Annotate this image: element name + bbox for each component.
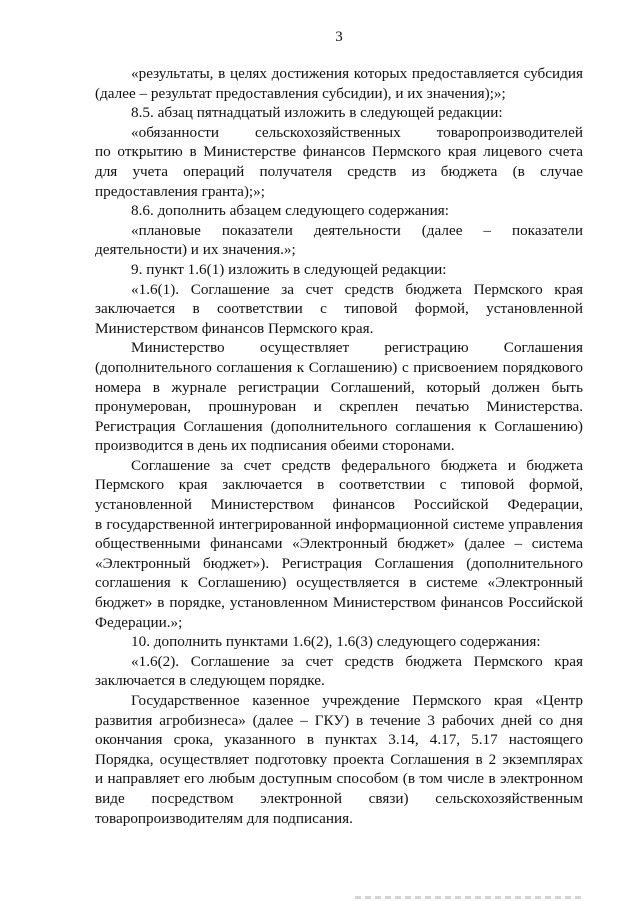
text-line: «Электронный бюджет»). Регистрация Соглашения (дополнительного (95, 554, 583, 572)
text-line: Регистрация Соглашения (дополнительного соглашения к Соглашению) (95, 417, 583, 435)
text-line: «плановые показатели деятельности (далее – показатели (131, 221, 583, 239)
text-line: Государственное казенное учреждение Пермского края «Центр (131, 692, 583, 709)
document-body (95, 64, 583, 828)
text-line: общественными финансами «Электронный бюджет» (далее – система (95, 535, 583, 553)
text-line: 8.6. дополнить абзацем следующего содержания: (131, 202, 449, 220)
text-line: (дополнительного соглашения к Соглашению) с присвоением порядкового (95, 358, 583, 376)
text-line: заключается в следующем порядке. (95, 672, 325, 690)
text-line: Пермского края заключается в соответствии с типовой формой, (95, 476, 583, 494)
text-line: «обязанности сельскохозяйственных товаропроизводителей (131, 123, 583, 141)
text-line: «1.6(1). Соглашение за счет средств бюджета Пермского края (131, 280, 583, 298)
text-line: производится в день их подписания обеими сторонами. (95, 437, 455, 455)
text-line: окончания срока, указанного в пунктах 3.14, 4.17, 5.17 настоящего (95, 731, 583, 749)
text-line: по открытию в Министерстве финансов Пермского края лицевого счета (95, 143, 583, 161)
text-line: Министерство осуществляет регистрацию Соглашения (131, 339, 583, 357)
text-line: товаропроизводителям для подписания. (95, 809, 353, 827)
text-line: для учета операций получателя средств из бюджета (в случае (95, 162, 583, 180)
page-number: 3 (335, 29, 343, 45)
text-line: (далее – результат предоставления субсидии), и их значения);»; (95, 84, 506, 102)
text-line: 9. пункт 1.6(1) изложить в следующей редакции: (131, 260, 447, 278)
text-line: соглашения к Соглашению) осуществляется в системе «Электронный (95, 574, 583, 592)
text-line: Соглашение за счет средств федерального бюджета и бюджета (131, 456, 583, 474)
text-line: «результаты, в целях достижения которых предоставляется субсидия (131, 65, 583, 82)
text-line: деятельности) и их значения.»; (95, 241, 296, 259)
text-line: развития агробизнеса» (далее – ГКУ) в течение 3 рабочих дней со дня (95, 711, 583, 729)
scan-artifact (355, 896, 585, 899)
text-line: бюджет» в порядке, установленном Министерством финансов Российской (95, 594, 583, 612)
text-line: Министерством финансов Пермского края. (95, 319, 374, 337)
text-line: Порядка, осуществляет подготовку проекта Соглашения в 2 экземплярах (95, 750, 583, 768)
text-line: 8.5. абзац пятнадцатый изложить в следующей редакции: (131, 104, 503, 122)
text-line: виде посредством электронной связи) сельскохозяйственным (95, 789, 583, 807)
text-line: и направляет его любым доступным способом (в том числе в электронном (95, 770, 583, 788)
text-line: номера в журнале регистрации Соглашений, который должен быть (95, 378, 583, 396)
text-line: 10. дополнить пунктами 1.6(2), 1.6(3) следующего содержания: (131, 633, 541, 651)
text-line: заключается в соответствии с типовой формой, установленной (95, 300, 583, 318)
text-line: «1.6(2). Соглашение за счет средств бюджета Пермского края (131, 652, 583, 670)
text-line: пронумерован, прошнурован и скреплен печатью Министерства. (95, 398, 583, 416)
text-line: предоставления гранта);»; (95, 182, 265, 200)
text-line: Федерации.»; (95, 613, 183, 631)
text-line: в государственной интегрированной информационной системе управления (95, 515, 583, 533)
text-line: установленной Министерством финансов Российской Федерации, (95, 496, 583, 514)
